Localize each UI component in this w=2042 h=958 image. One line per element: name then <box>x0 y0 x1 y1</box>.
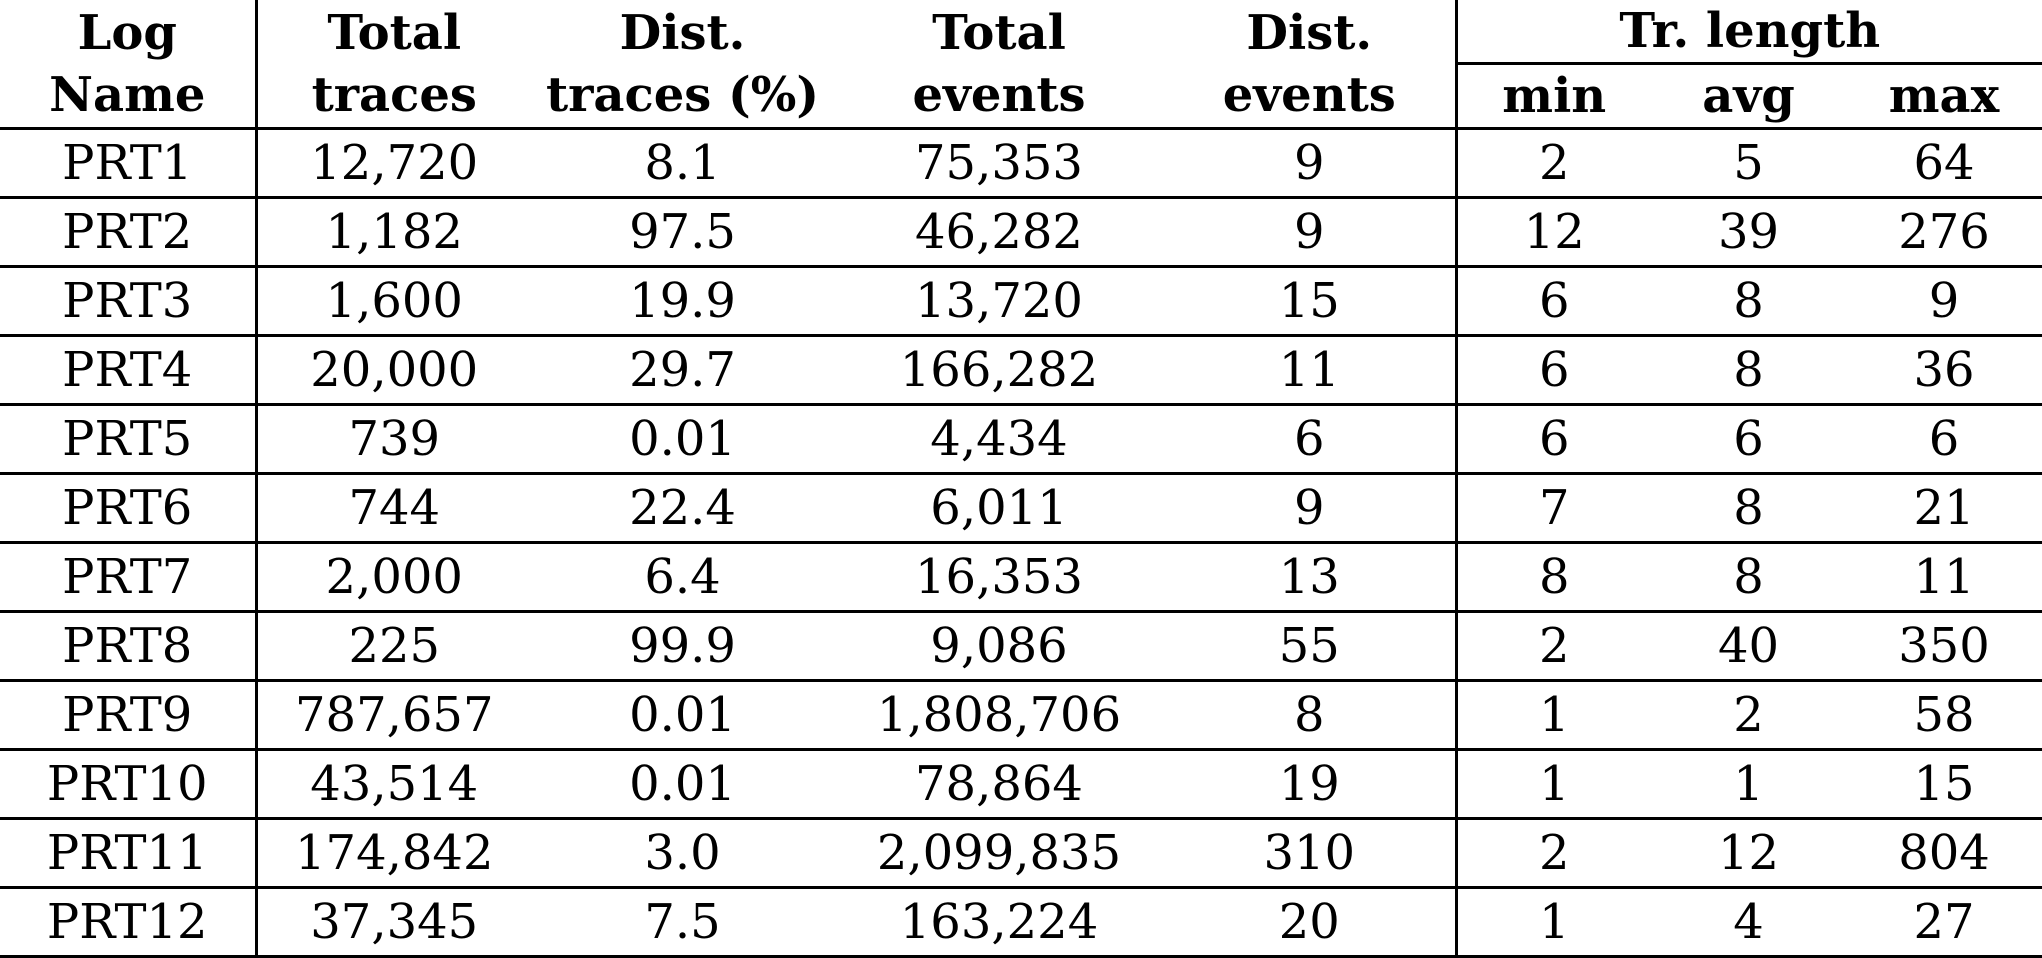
cell-min: 7 <box>1456 474 1651 543</box>
cell-min: 12 <box>1456 198 1651 267</box>
header-dist-events <box>1164 0 1456 129</box>
cell-log-name: PRT10 <box>0 750 256 819</box>
cell-dist-traces: 3.0 <box>531 819 834 888</box>
cell-total-traces: 12,720 <box>256 129 531 198</box>
header-total-traces <box>256 0 531 129</box>
cell-avg: 40 <box>1651 612 1846 681</box>
header-dist-traces <box>531 0 834 129</box>
header-dist-traces-line1: Dist. <box>619 4 746 61</box>
cell-dist-events: 13 <box>1164 543 1456 612</box>
cell-avg: 4 <box>1651 888 1846 957</box>
cell-log-name: PRT9 <box>0 681 256 750</box>
table-body <box>0 129 2042 957</box>
cell-total-events: 4,434 <box>834 405 1164 474</box>
cell-log-name: PRT12 <box>0 888 256 957</box>
cell-total-events: 6,011 <box>834 474 1164 543</box>
cell-max: 21 <box>1846 474 2042 543</box>
cell-max: 58 <box>1846 681 2042 750</box>
header-min: min <box>1456 64 1651 129</box>
header-dist-events-line2: events <box>1222 66 1396 123</box>
cell-min: 1 <box>1456 888 1651 957</box>
header-total-events-line2: events <box>912 66 1086 123</box>
table-row <box>0 612 2042 681</box>
cell-max: 11 <box>1846 543 2042 612</box>
table-row <box>0 888 2042 957</box>
cell-dist-events: 6 <box>1164 405 1456 474</box>
cell-total-events: 1,808,706 <box>834 681 1164 750</box>
cell-total-events: 2,099,835 <box>834 819 1164 888</box>
cell-dist-traces: 8.1 <box>531 129 834 198</box>
cell-total-events: 75,353 <box>834 129 1164 198</box>
cell-avg: 8 <box>1651 267 1846 336</box>
table-row <box>0 336 2042 405</box>
cell-avg: 6 <box>1651 405 1846 474</box>
cell-dist-events: 19 <box>1164 750 1456 819</box>
header-dist-traces-line2: traces (%) <box>545 66 820 123</box>
table-row <box>0 267 2042 336</box>
cell-total-traces: 1,600 <box>256 267 531 336</box>
cell-total-events: 9,086 <box>834 612 1164 681</box>
cell-dist-events: 15 <box>1164 267 1456 336</box>
cell-avg: 5 <box>1651 129 1846 198</box>
cell-min: 2 <box>1456 129 1651 198</box>
cell-log-name: PRT2 <box>0 198 256 267</box>
cell-log-name: PRT11 <box>0 819 256 888</box>
cell-total-traces: 225 <box>256 612 531 681</box>
cell-avg: 12 <box>1651 819 1846 888</box>
cell-min: 6 <box>1456 405 1651 474</box>
cell-total-events: 163,224 <box>834 888 1164 957</box>
cell-dist-traces: 19.9 <box>531 267 834 336</box>
cell-total-traces: 744 <box>256 474 531 543</box>
cell-dist-events: 20 <box>1164 888 1456 957</box>
cell-max: 804 <box>1846 819 2042 888</box>
table-row <box>0 681 2042 750</box>
cell-dist-traces: 7.5 <box>531 888 834 957</box>
cell-total-traces: 1,182 <box>256 198 531 267</box>
cell-avg: 2 <box>1651 681 1846 750</box>
cell-dist-traces: 6.4 <box>531 543 834 612</box>
cell-max: 9 <box>1846 267 2042 336</box>
cell-dist-traces: 0.01 <box>531 681 834 750</box>
table-row <box>0 405 2042 474</box>
header-total-events <box>834 0 1164 129</box>
cell-dist-traces: 99.9 <box>531 612 834 681</box>
header-max: max <box>1846 64 2042 129</box>
header-dist-events-line1: Dist. <box>1246 4 1373 61</box>
cell-total-traces: 174,842 <box>256 819 531 888</box>
header-log-name-line1: Log <box>77 4 177 61</box>
cell-log-name: PRT6 <box>0 474 256 543</box>
cell-max: 6 <box>1846 405 2042 474</box>
cell-min: 2 <box>1456 612 1651 681</box>
cell-log-name: PRT4 <box>0 336 256 405</box>
cell-min: 8 <box>1456 543 1651 612</box>
cell-dist-traces: 0.01 <box>531 750 834 819</box>
cell-max: 36 <box>1846 336 2042 405</box>
cell-total-traces: 2,000 <box>256 543 531 612</box>
cell-log-name: PRT8 <box>0 612 256 681</box>
cell-avg: 1 <box>1651 750 1846 819</box>
cell-dist-events: 8 <box>1164 681 1456 750</box>
cell-total-events: 16,353 <box>834 543 1164 612</box>
cell-dist-traces: 29.7 <box>531 336 834 405</box>
cell-total-events: 78,864 <box>834 750 1164 819</box>
cell-total-traces: 37,345 <box>256 888 531 957</box>
table-row <box>0 750 2042 819</box>
cell-dist-events: 9 <box>1164 129 1456 198</box>
table-row <box>0 129 2042 198</box>
cell-min: 2 <box>1456 819 1651 888</box>
cell-total-traces: 739 <box>256 405 531 474</box>
cell-total-events: 166,282 <box>834 336 1164 405</box>
cell-dist-events: 55 <box>1164 612 1456 681</box>
header-tr-length: Tr. length <box>1456 0 2042 64</box>
table-row <box>0 543 2042 612</box>
header-log-name-line2: Name <box>49 66 206 123</box>
table-row <box>0 198 2042 267</box>
cell-total-traces: 20,000 <box>256 336 531 405</box>
cell-max: 64 <box>1846 129 2042 198</box>
cell-avg: 39 <box>1651 198 1846 267</box>
table-row <box>0 474 2042 543</box>
cell-avg: 8 <box>1651 543 1846 612</box>
cell-max: 276 <box>1846 198 2042 267</box>
cell-avg: 8 <box>1651 474 1846 543</box>
header-row-top <box>0 0 2042 64</box>
cell-max: 27 <box>1846 888 2042 957</box>
cell-avg: 8 <box>1651 336 1846 405</box>
cell-dist-events: 9 <box>1164 198 1456 267</box>
cell-total-traces: 787,657 <box>256 681 531 750</box>
cell-dist-events: 9 <box>1164 474 1456 543</box>
header-total-traces-line2: traces <box>311 66 477 123</box>
cell-min: 6 <box>1456 336 1651 405</box>
cell-total-events: 46,282 <box>834 198 1164 267</box>
cell-log-name: PRT1 <box>0 129 256 198</box>
cell-dist-traces: 97.5 <box>531 198 834 267</box>
cell-dist-traces: 0.01 <box>531 405 834 474</box>
cell-total-events: 13,720 <box>834 267 1164 336</box>
table-header <box>0 0 2042 129</box>
table-row <box>0 819 2042 888</box>
cell-min: 1 <box>1456 681 1651 750</box>
header-avg: avg <box>1651 64 1846 129</box>
cell-log-name: PRT7 <box>0 543 256 612</box>
cell-log-name: PRT5 <box>0 405 256 474</box>
header-log-name <box>0 0 256 129</box>
cell-max: 350 <box>1846 612 2042 681</box>
cell-min: 6 <box>1456 267 1651 336</box>
header-total-traces-line1: Total <box>327 4 462 61</box>
header-total-events-line1: Total <box>932 4 1066 61</box>
cell-total-traces: 43,514 <box>256 750 531 819</box>
cell-min: 1 <box>1456 750 1651 819</box>
cell-max: 15 <box>1846 750 2042 819</box>
cell-dist-events: 310 <box>1164 819 1456 888</box>
cell-dist-events: 11 <box>1164 336 1456 405</box>
cell-dist-traces: 22.4 <box>531 474 834 543</box>
cell-log-name: PRT3 <box>0 267 256 336</box>
